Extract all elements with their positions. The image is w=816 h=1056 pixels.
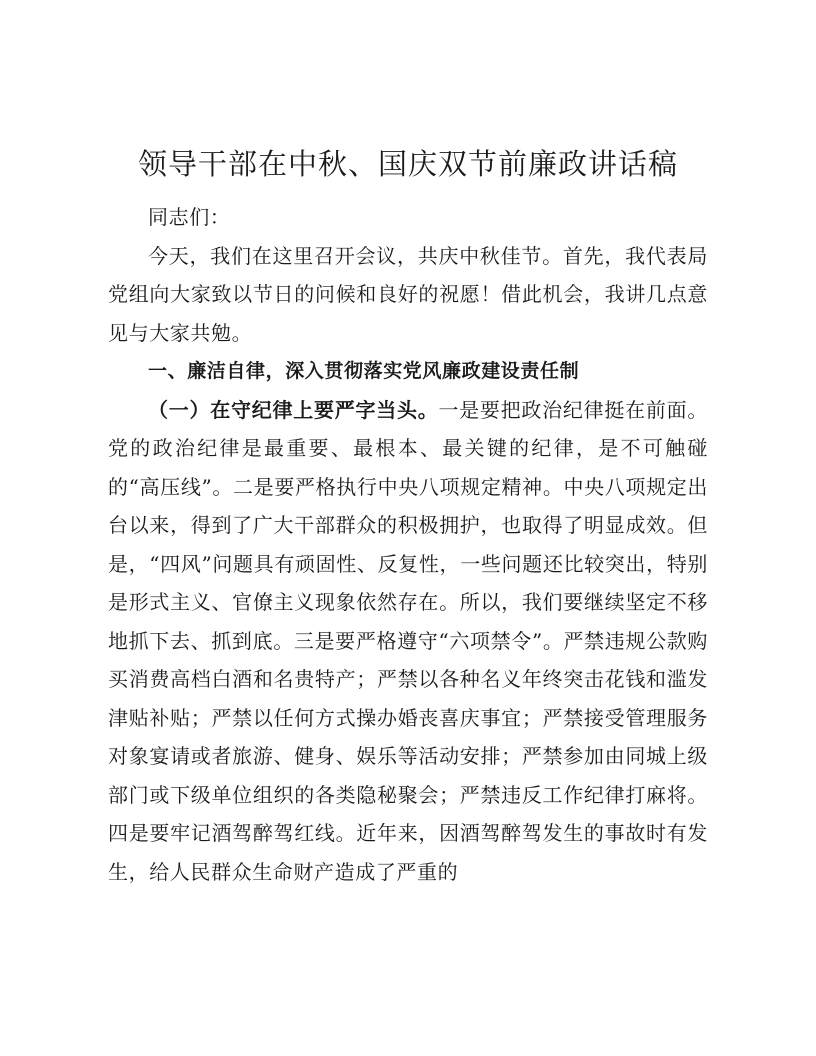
subsection-paragraph-1 — [108, 391, 708, 892]
subsection-body-1: 一是要把政治纪律挺在前面。党的政治纪律是最重要、最根本、最关键的纪律，是不可触碰的“高压线”。二是要严格执行中央八项规定精神。中央八项规定出台以来，得到了广大干部群众的积极拥护，也取得了明显成效。但是，“四风”问题具有顽固性、反复性，一些问题还比较突出，特别是形式主义、官僚主义现象依然存在。所以，我们要继续坚定不移地抓下去、抓到底。三是要严格遵守“六项禁令”。严禁违规公款购买消费高档白酒和名贵特产；严禁以各种名义年终突击花钱和滥发津贴补贴；严禁以任何方式操办婚丧喜庆事宜；严禁接受管理服务对象宴请或者旅游、健身、娱乐等活动安排；严禁参加由同城上级部门或下级单位组织的各类隐秘聚会；严禁违反工作纪律打麻将。四是要牢记酒驾醉驾红线。近年来，因酒驾醉驾发生的事故时有发生，给人民群众生命财产造成了严重的 — [108, 397, 708, 884]
subsection-lead-1: （一）在守纪律上要严字当头。 — [148, 397, 439, 422]
intro-paragraph: 今天，我们在这里召开会议，共庆中秋佳节。首先，我代表局党组向大家致以节日的问候和良好的祝愿！借此机会，我讲几点意见与大家共勉。 — [108, 243, 708, 345]
greeting: 同志们： — [148, 205, 231, 229]
section-heading-1: 一、廉洁自律，深入贯彻落实党风廉政建设责任制 — [148, 360, 580, 382]
document-page — [108, 136, 708, 891]
document-title: 领导干部在中秋、国庆双节前廉政讲话稿 — [137, 147, 678, 181]
